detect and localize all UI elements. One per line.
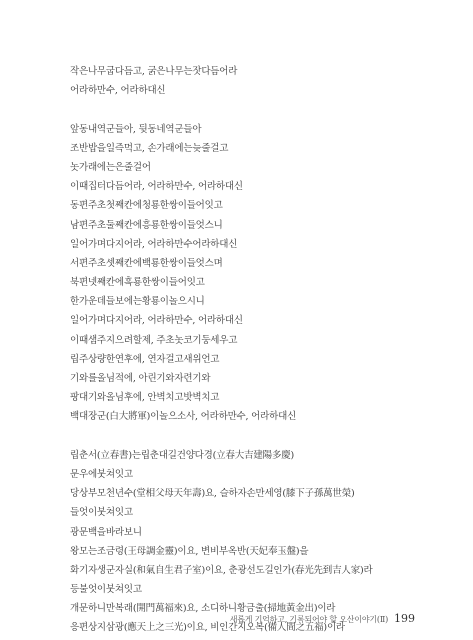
lyric-line: 놋가래에는은줄걸어	[70, 161, 151, 173]
lyric-line: 기와를올님적에, 아린기와자련기와	[70, 373, 211, 384]
page-footer	[230, 612, 415, 628]
lyric-line: 왕모는조금령(王母調金靈)이요, 변비부옥반(天妃奉玉盤)을	[70, 545, 309, 557]
lyric-line: 개문하니만복래(開門萬福來)요, 소디하니황금출(掃地黃金出)이라	[70, 603, 336, 615]
lyric-line: 이때샘주지으려할제, 주초놋코기둥세우고	[70, 334, 238, 346]
lyric-line: 등불엇이붓쳐잇고	[70, 584, 142, 596]
song-lyrics	[70, 62, 450, 638]
lyric-line: 이때집터다듬어라, 어라하만수, 어라하대신	[70, 181, 243, 193]
lyric-line: 한가운데들보에는황룡이놀으시니	[70, 296, 205, 308]
lyric-line: 립춘서(立春書)는립춘대길건양다경(立春大吉建陽多慶)	[70, 449, 295, 461]
lyric-line: 팡대기와올님후에, 안벽치고밧벽치고	[70, 392, 220, 404]
lyric-line: 일어가며다지어라, 어라하만수, 어라하대신	[70, 315, 243, 327]
lyric-line: 립주상량한연후에, 연자걸고새위언고	[70, 353, 220, 365]
running-footer-title: 새롭게 기억하고, 기록되어야 할 오산이야기(Ⅱ)	[229, 615, 388, 624]
verse-3	[70, 446, 450, 638]
lyric-line: 화기자생군자실(和氣自生君子室)이요, 춘광선도길인가(春光先到吉人家)라	[70, 564, 373, 576]
lyric-line: 문우에붓쳐잇고	[70, 468, 133, 480]
lyric-line: 광문백을바라보니	[70, 526, 142, 538]
lyric-line: 북편넷째칸에흑룡한쌍이들어잇고	[70, 277, 205, 289]
lyric-line: 일어가며다지어라, 어라하만수어라하대신	[70, 238, 238, 250]
lyric-line: 남편주초둘째칸에흥룡한쌍이들엇스니	[70, 219, 223, 231]
page-number: 199	[394, 612, 415, 625]
verse-separator	[70, 100, 450, 119]
lyric-line: 동편주초첫째칸에청룡한쌍이들어잇고	[70, 200, 223, 212]
verse-2	[70, 120, 450, 427]
verse-1	[70, 62, 450, 100]
lyric-line: 백대장군(白大將軍)이놀으소사, 어라하만수, 어라하대신	[70, 411, 297, 423]
verse-separator	[70, 427, 450, 446]
lyric-line: 들엇이붓쳐잇고	[70, 507, 133, 519]
lyric-line: 응편상지삼광(應天上之三光)이요, 비인간지오복(備人間之五福)이라	[70, 622, 345, 634]
lyric-line: 당상부모천년수(堂相父母天年壽)요, 슬하자손만세영(膝下子孫萬世榮)	[70, 488, 355, 500]
lyric-line: 어라하만수, 어라하대신	[70, 85, 166, 97]
lyric-line: 앞동내역군들아, 뒷동네역군들아	[70, 123, 202, 135]
lyric-line: 조반밥을일즉먹고, 손가래에는늦줄걸고	[70, 142, 229, 154]
lyric-line: 서편주초셋째칸에백룡한쌍이들엇스며	[70, 257, 223, 269]
lyric-line: 작은나무굽다듬고, 굵은나무는잣다듬어라	[70, 66, 238, 77]
